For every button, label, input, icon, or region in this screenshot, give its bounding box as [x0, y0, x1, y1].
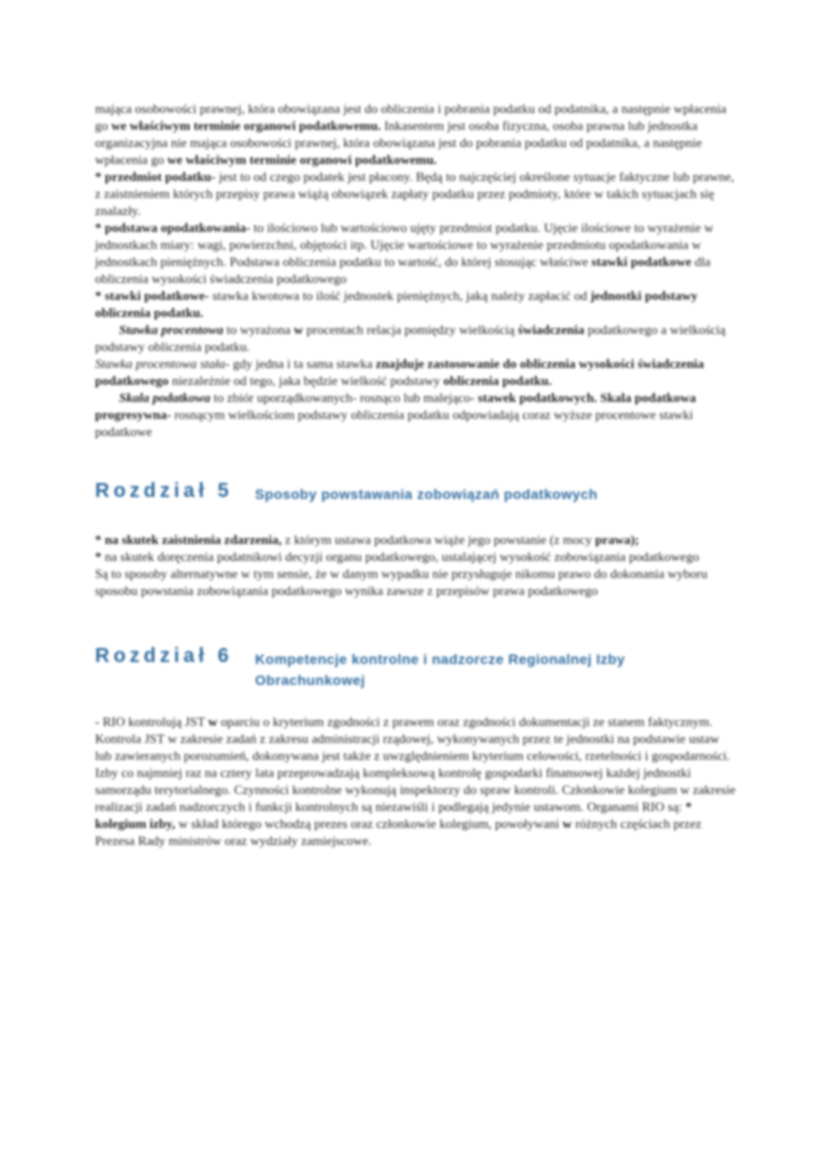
- text-run: jednostki podstawy obliczenia podatku.: [95, 288, 698, 320]
- chapter-heading: [95, 480, 737, 505]
- text-run: Inkasentem jest osoba fizyczna, osoba prawna lub jednostka organizacyjna nie mająca osobowości prawnej, która obowiązana jest do pobrania podatku od podatnika, a następnie wpłacenia go: [95, 118, 702, 167]
- text-run: mająca osobowości prawnej, która obowiązana jest do obliczenia i pobrania podatku od podatnika, a następnie wpłacenia go: [95, 101, 727, 133]
- text-run: oparciu o kryterium zgodności z prawem oraz zgodności dokumentacji ze stanem faktycznym. Kontrola JST w zakresie zadań z zakresu administracji rządowej, wykonywanych przez te jednostki na podstawie ustaw lub zawieranych porozumień, dokonywana jest także z uwzględnieniem kryterium celowości, rzetelności i gospodarności. Izby co najmniej raz na cztery lata przeprowadzają kompleksową kontrolę gospodarki finansowej każdej jednostki samorządu terytorialnego. Czynności kontrolne wykonują inspektorzy do spraw kontroli. Członkowie kolegium w zakresie realizacji zadań nadzorczych i funkcji kontrolnych są niezawiśli i podlegają jedynie ustawom. Organami RIO są:: [95, 714, 736, 814]
- text-run: podatkowego a wielkością podstawy obliczenia podatku.: [95, 322, 726, 354]
- paragraph: [95, 168, 737, 219]
- text-run: w: [293, 322, 304, 337]
- text-run: gdy jedna i ta sama stawka: [229, 356, 376, 371]
- paragraph: [95, 548, 737, 565]
- text-run: w: [562, 816, 572, 831]
- text-run: * na skutek zaistnienia zdarzenia,: [95, 532, 282, 547]
- text-run: Są to sposoby alternatywne w tym sensie, że w danym wypadku nie przysługuje nikomu prawo do dokonania wyboru sposobu powstania zobowiązania podatkowego wynika zawsze z przepisów prawa podatkowego: [95, 566, 708, 598]
- text-run: - RIO kontrolują JST: [95, 714, 209, 729]
- chapter-number: Rozdział 6: [95, 645, 233, 667]
- text-run: niezależnie od tego, jaka będzie wielkość podstawy: [168, 373, 444, 388]
- text-run: to zbiór uporządkowanych- rosnąco lub malejąco-: [210, 390, 478, 405]
- paragraph: [95, 713, 737, 849]
- text-run: Skala podatkowa: [119, 390, 211, 405]
- paragraph: [95, 531, 737, 548]
- paragraph: [95, 355, 737, 389]
- text-run: we właściwym terminie organowi podatkowemu.: [111, 118, 381, 133]
- text-run: w skład którego wchodzą prezes oraz członkowie kolegium, powoływani: [175, 816, 563, 831]
- text-run: dla obliczenia wysokości świadczenia podatkowego: [95, 254, 711, 286]
- text-run: * kolegium izby,: [95, 799, 692, 831]
- text-run: to ilościowo lub wartościowo ujęty przedmiot podatku. Ujęcie ilościowe to wyrażenie w jednostkach miary: wagi, powierzchni, objętości itp. Ujęcie wartościowe to wyrażenie przedmiotu opodatkowania w jednostkach pieniężnych. Podstawa obliczenia podatku to wartość, do której stosując właściwe: [95, 220, 714, 269]
- text-run: *: [95, 549, 102, 564]
- text-run: to wyrażona: [223, 322, 294, 337]
- paragraph: [95, 389, 737, 440]
- text-run: * przedmiot podatku-: [95, 169, 216, 184]
- text-run: * podstawa opodatkowania-: [95, 220, 251, 235]
- chapter-title: Sposoby powstawania zobowiązań podatkowych: [255, 486, 598, 502]
- paragraph: [95, 100, 737, 168]
- chapter-heading: [95, 645, 737, 691]
- text-run: różnych częściach przez Prezesa Rady ministrów oraz wydziały zamiejscowe.: [95, 816, 702, 848]
- paragraph: [95, 219, 737, 287]
- text-run: * stawki podatkowe-: [95, 288, 210, 303]
- text-run: Stawka procentowa: [119, 322, 224, 337]
- text-run: stawka kwotowa to ilość jednostek pieniężnych, jaką należy zapłacić od: [209, 288, 591, 303]
- text-run: procentach relacja pomiędzy wielkością: [303, 322, 518, 337]
- document-content: [95, 100, 737, 849]
- paragraph: [95, 287, 737, 321]
- text-run: rosnącym wielkościom podstawy obliczenia podatku odpowiadają coraz wyższe procentowe stawki podatkowe: [95, 407, 694, 439]
- text-run: stawki podatkowe: [591, 254, 692, 269]
- paragraph: [95, 565, 737, 599]
- text-run: prawa);: [595, 532, 640, 547]
- text-run: obliczenia podatku.: [443, 373, 552, 388]
- chapter-number: Rozdział 5: [95, 480, 233, 502]
- text-run: na skutek doręczenia podatnikowi decyzji organu podatkowego, ustalającej wysokość zobowiązania podatkowego: [101, 549, 700, 564]
- text-run: znajduje zastosowanie do obliczenia wysokości świadczenia podatkowego: [95, 356, 705, 388]
- text-run: świadczenia: [517, 322, 585, 337]
- chapter-title: Kompetencje kontrolne i nadzorcze Regionalnej Izby Obrachunkowej: [255, 651, 626, 688]
- paragraph: [95, 321, 737, 355]
- text-run: jest to od czego podatek jest płacony. Będą to najczęściej określone sytuacje faktyczne lub prawne, z zaistnieniem których przepisy prawa wiążą obowiązek zapłaty podatku przez podmioty, które w takich sytuacjach się znalazły.: [95, 169, 735, 218]
- text-run: we właściwym terminie organowi podatkowemu.: [167, 152, 437, 167]
- text-run: w: [208, 714, 218, 729]
- text-run: stawek podatkowych. Skala podatkowa progresywna-: [95, 390, 697, 422]
- text-run: Stawka procentowa stała-: [95, 356, 230, 371]
- text-run: z którym ustawa podatkowa wiąże jego powstanie (z mocy: [281, 532, 596, 547]
